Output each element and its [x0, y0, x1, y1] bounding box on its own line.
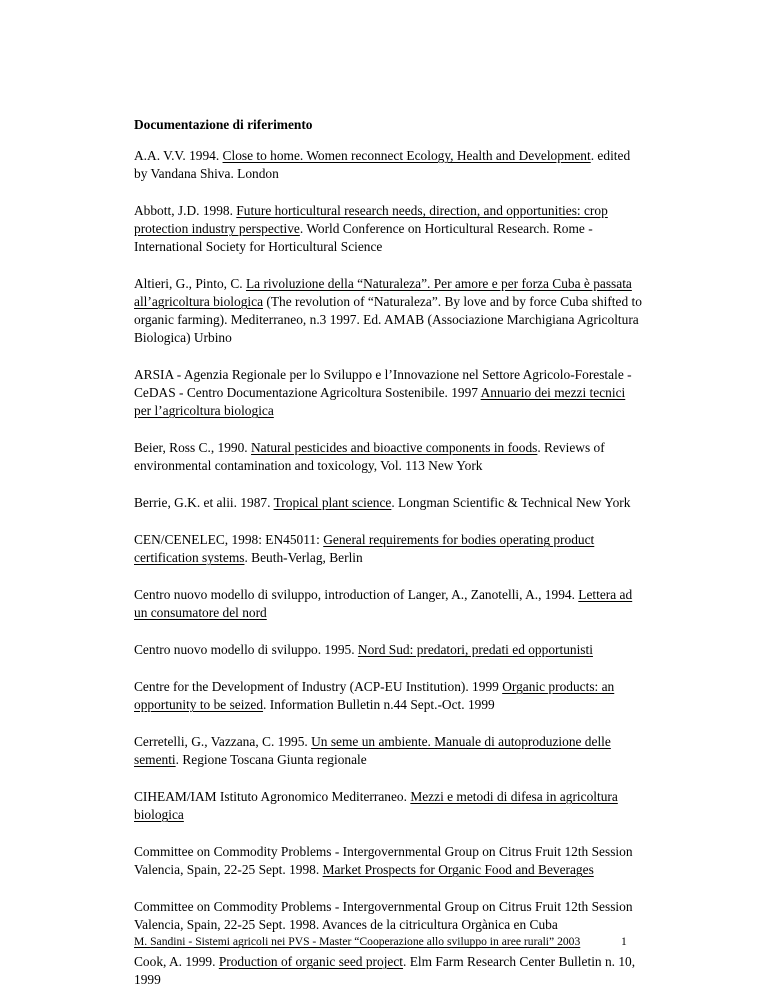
- reference-title: Natural pesticides and bioactive components in foods: [251, 440, 538, 455]
- reference-prefix: CEN/CENELEC, 1998: EN45011:: [134, 532, 324, 547]
- reference-suffix: . Regione Toscana Giunta regionale: [175, 752, 367, 767]
- reference-item: [134, 586, 644, 622]
- reference-prefix: Altieri, G., Pinto, C.: [134, 276, 246, 291]
- reference-item: [134, 147, 644, 183]
- reference-title: General requirements for bodies operating product certification systems: [134, 532, 595, 565]
- reference-prefix: Committee on Commodity Problems - Intergovernmental Group on Citrus Fruit 12th Session Valencia, Spain, 22-25 Sept. 1998. Avances de la citricultura Orgànica en Cuba: [134, 899, 633, 932]
- reference-suffix: (The revolution of “Naturaleza”. By love and by force Cuba shifted to organic farming). Mediterraneo, n.3 1997. Ed. AMAB (Associazione Marchigiana Agricoltura Biologica) Urbino: [134, 294, 642, 345]
- reference-title: Close to home. Women reconnect Ecology, Health and Development: [222, 148, 591, 163]
- reference-suffix: . edited by Vandana Shiva. London: [134, 148, 631, 181]
- reference-suffix: . Elm Farm Research Center Bulletin n. 10, 1999: [134, 954, 636, 987]
- reference-item: [134, 788, 644, 824]
- reference-item: [134, 494, 644, 512]
- reference-item: [134, 202, 644, 256]
- document-page: [134, 116, 644, 1008]
- reference-title: La rivoluzione della “Naturaleza”. Per amore e per forza Cuba è passata all’agricoltura biologica: [134, 276, 632, 309]
- reference-prefix: Committee on Commodity Problems - Intergovernmental Group on Citrus Fruit 12th Session Valencia, Spain, 22-25 Sept. 1998.: [134, 844, 633, 877]
- reference-list: [134, 147, 644, 989]
- reference-suffix: . Beuth-Verlag, Berlin: [244, 550, 363, 565]
- page-number: 1: [621, 935, 627, 948]
- reference-prefix: Centro nuovo modello di sviluppo, introduction of Langer, A., Zanotelli, A., 1994.: [134, 587, 579, 602]
- footer-text: M. Sandini - Sistemi agricoli nei PVS - Master “Cooperazione allo sviluppo in aree rurali” 2003: [134, 935, 581, 948]
- reference-item: [134, 898, 644, 934]
- reference-prefix: Berrie, G.K. et alii. 1987.: [134, 495, 274, 510]
- reference-item: [134, 733, 644, 769]
- reference-prefix: A.A. V.V. 1994.: [134, 148, 223, 163]
- reference-prefix: Abbott, J.D. 1998.: [134, 203, 237, 218]
- reference-title: Mezzi e metodi di difesa in agricoltura biologica: [134, 789, 618, 822]
- reference-item: [134, 678, 644, 714]
- reference-item: [134, 843, 644, 879]
- reference-item: [134, 275, 644, 347]
- reference-prefix: Centro nuovo modello di sviluppo. 1995.: [134, 642, 358, 657]
- reference-suffix: . World Conference on Horticultural Research. Rome - International Society for Horticultural Science: [134, 221, 593, 254]
- reference-prefix: Centre for the Development of Industry (ACP-EU Institution). 1999: [134, 679, 503, 694]
- reference-prefix: Cook, A. 1999.: [134, 954, 219, 969]
- reference-prefix: Cerretelli, G., Vazzana, C. 1995.: [134, 734, 312, 749]
- reference-title: Tropical plant science: [273, 495, 392, 510]
- reference-prefix: Beier, Ross C., 1990.: [134, 440, 252, 455]
- reference-title: Future horticultural research needs, direction, and opportunities: crop protection industry perspective: [134, 203, 608, 236]
- section-heading: Documentazione di riferimento: [134, 117, 313, 132]
- reference-item: [134, 531, 644, 567]
- page-footer: [134, 934, 634, 949]
- reference-suffix: . Reviews of environmental contamination and toxicology, Vol. 113 New York: [134, 440, 605, 473]
- reference-title: Organic products: an opportunity to be seized: [134, 679, 615, 712]
- reference-title: Lettera ad un consumatore del nord: [134, 587, 633, 620]
- reference-title: Market Prospects for Organic Food and Beverages: [322, 862, 594, 877]
- reference-item: [134, 953, 644, 989]
- reference-prefix: ARSIA - Agenzia Regionale per lo Sviluppo e l’Innovazione nel Settore Agricolo-Forestale - CeDAS - Centro Documentazione Agricoltura Sostenibile. 1997: [134, 367, 632, 400]
- reference-item: [134, 439, 644, 475]
- reference-suffix: . Information Bulletin n.44 Sept.-Oct. 1999: [263, 697, 495, 712]
- reference-title: Nord Sud: predatori, predati ed opportunisti: [357, 642, 593, 657]
- reference-item: [134, 641, 644, 659]
- reference-title: Un seme un ambiente. Manuale di autoproduzione delle sementi: [134, 734, 611, 767]
- reference-item: [134, 366, 644, 420]
- reference-title: Production of organic seed project: [218, 954, 404, 969]
- reference-prefix: CIHEAM/IAM Istituto Agronomico Mediterraneo.: [134, 789, 411, 804]
- reference-title: Annuario dei mezzi tecnici per l’agricoltura biologica: [134, 385, 626, 418]
- reference-suffix: . Longman Scientific & Technical New York: [391, 495, 631, 510]
